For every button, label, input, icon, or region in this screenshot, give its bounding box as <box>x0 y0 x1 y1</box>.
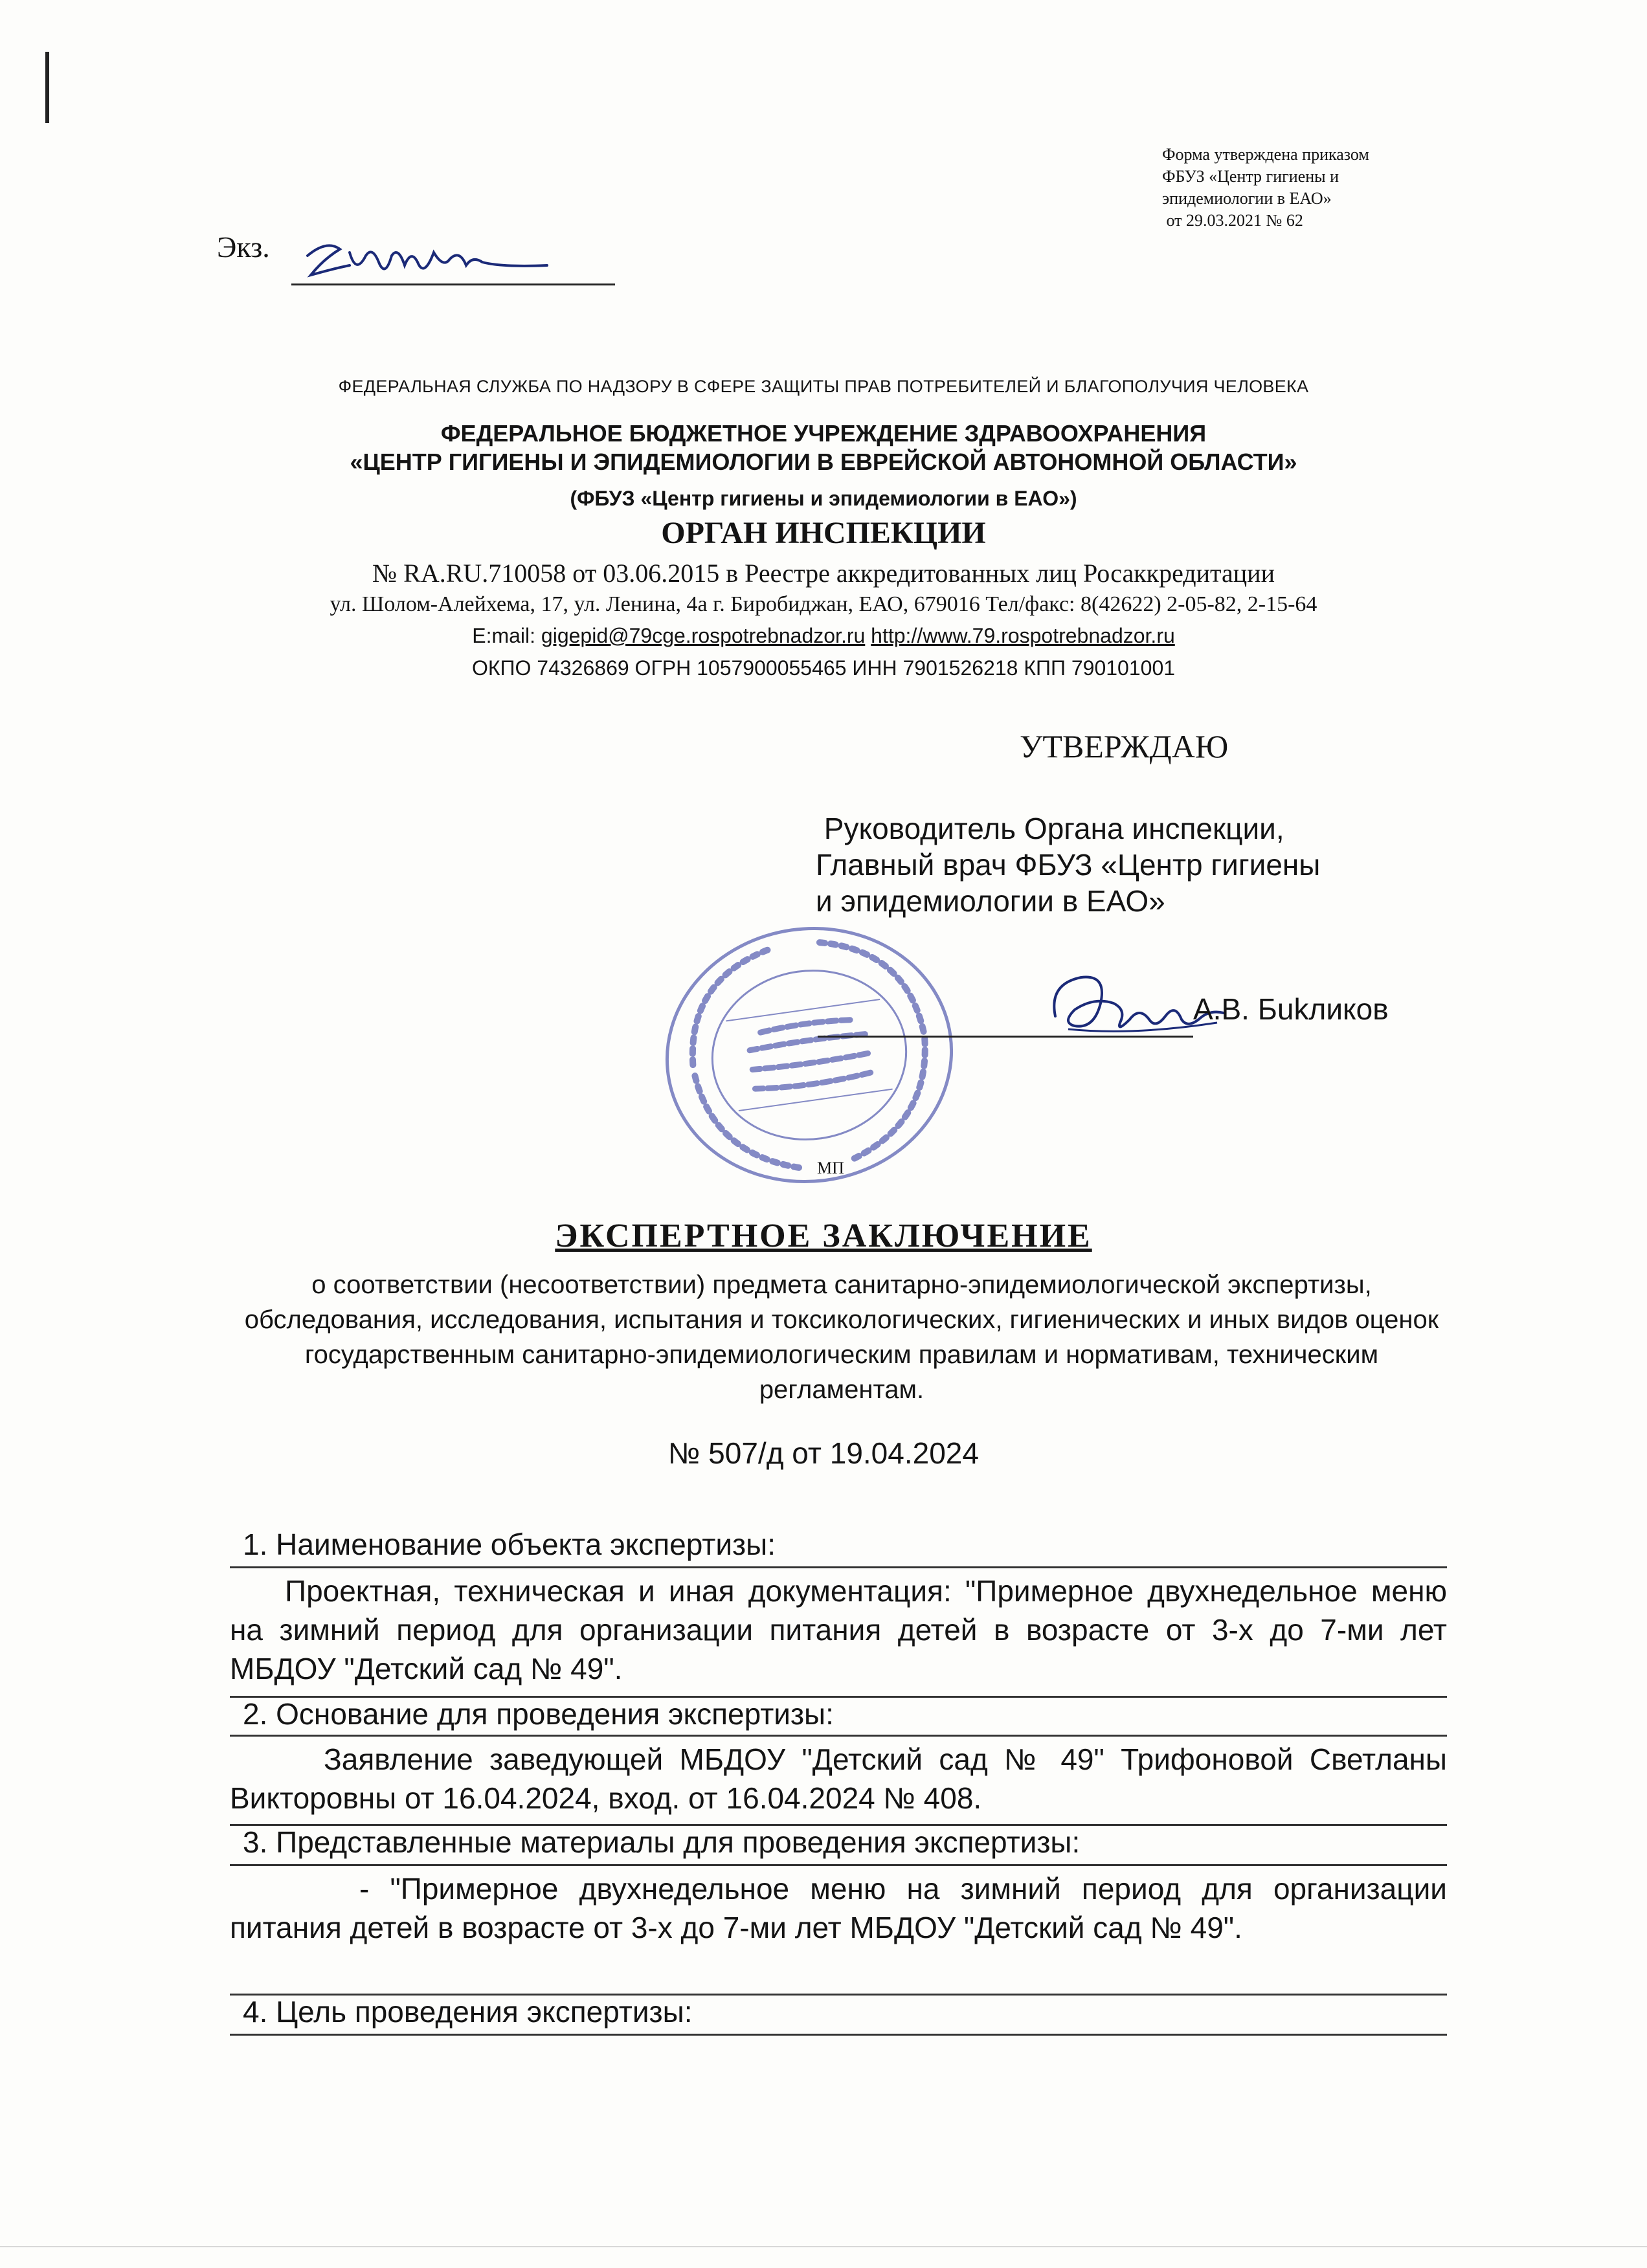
section-1-body: Проектная, техническая и иная документация: "Примерное двухнедельное меню на зимний период для организации питания детей в возрасте от 3-х до 7-ми лет МБДОУ "Детский сад № 49". <box>230 1574 1447 1685</box>
organization-contacts <box>0 624 1647 648</box>
conclusion-number: № 507/д от 19.04.2024 <box>668 1436 979 1470</box>
email-link[interactable]: gigepid@79cge.rospotrebnadzor.ru <box>541 624 866 647</box>
approver-position-line: Руководитель Органа инспекции, <box>816 812 1284 845</box>
approver-position-line: Главный врач ФБУЗ «Центр гигиены <box>816 848 1321 882</box>
conclusion-title: ЭКСПЕРТНОЕ ЗАКЛЮЧЕНИЕ <box>555 1217 1092 1254</box>
approver-position-line: и эпидемиологии в ЕАО» <box>816 884 1165 918</box>
approver-signature-line <box>818 1036 1193 1038</box>
organization-codes: ОКПО 74326869 ОГРН 1057900055465 ИНН 7901526218 КПП 790101001 <box>471 656 1176 680</box>
organization-short-name: (ФБУЗ «Центр гигиены и эпидемиологии в ЕАО») <box>570 487 1077 510</box>
scan-bottom-edge <box>0 2246 1647 2247</box>
organization-name <box>0 419 1647 476</box>
section-divider <box>230 2034 1447 2036</box>
inspection-body-title: ОРГАН ИНСПЕКЦИИ <box>661 516 986 550</box>
organization-address: ул. Шолом-Алейхема, 17, ул. Ленина, 4а г. Биробиджан, ЕАО, 679016 Тел/факс: 8(42622) 2-05-82, 2-15-64 <box>330 592 1317 616</box>
email-label: E:mail: <box>472 624 541 647</box>
conclusion-subtitle: о соответствии (несоответствии) предмета санитарно-эпидемиологической экспертизы, обследования, исследования, испытания и токсикологических, гигиенических и иных видов оценок государственным санитарно-эпидемиологическим правилам и нормативам, техническим регламентам. <box>244 1271 1439 1404</box>
approver-position <box>816 810 1320 919</box>
accreditation-registry: № RA.RU.710058 от 03.06.2015 в Реестре аккредитованных лиц Росаккредитации <box>372 559 1275 588</box>
official-seal <box>654 919 965 1191</box>
organization-name-line: ФЕДЕРАЛЬНОЕ БЮДЖЕТНОЕ УЧРЕЖДЕНИЕ ЗДРАВООХРАНЕНИЯ <box>440 420 1207 447</box>
form-approval-note <box>1162 144 1447 232</box>
form-note-line: Форма утверждена приказом <box>1162 145 1369 164</box>
section-4-heading: 4. Цель проведения экспертизы: <box>243 1995 693 2029</box>
section-2-body: Заявление заведующей МБДОУ "Детский сад № 49" Трифоновой Светланы Викторовны от 16.04.2024, вход. от 16.04.2024 № 408. <box>230 1742 1447 1815</box>
agency-name: ФЕДЕРАЛЬНАЯ СЛУЖБА ПО НАДЗОРУ В СФЕРЕ ЗАЩИТЫ ПРАВ ПОТРЕБИТЕЛЕЙ И БЛАГОПОЛУЧИЯ ЧЕЛОВЕКА <box>338 377 1309 396</box>
form-note-line: от 29.03.2021 № 62 <box>1162 211 1303 230</box>
section-3-body: - "Примерное двухнедельное меню на зимний период для организации питания детей в возрасте от 3-х до 7-ми лет МБДОУ "Детский сад № 49". <box>230 1872 1447 1944</box>
copy-label: Экз. <box>217 230 270 263</box>
seal-placeholder-label: МП <box>817 1159 844 1177</box>
margin-mark <box>45 52 49 123</box>
section-divider <box>230 1566 1447 1568</box>
form-note-line: эпидемиологии в ЕАО» <box>1162 189 1332 208</box>
section-1-heading: 1. Наименование объекта экспертизы: <box>243 1528 776 1561</box>
section-2-heading: 2. Основание для проведения экспертизы: <box>243 1697 834 1731</box>
approval-title: УТВЕРЖДАЮ <box>1020 728 1229 764</box>
website-link[interactable]: http://www.79.rospotrebnadzor.ru <box>871 624 1175 647</box>
section-divider <box>230 1864 1447 1866</box>
approver-name: А.В. Бukликов <box>1193 992 1389 1026</box>
handwritten-signature-copy <box>288 230 560 288</box>
section-3-heading: 3. Представленные материалы для проведения экспертизы: <box>243 1825 1081 1859</box>
organization-name-line: «ЦЕНТР ГИГИЕНЫ И ЭПИДЕМИОЛОГИИ В ЕВРЕЙСКОЙ АВТОНОМНОЙ ОБЛАСТИ» <box>350 449 1297 475</box>
form-note-line: ФБУЗ «Центр гигиены и <box>1162 167 1339 186</box>
section-divider <box>230 1735 1447 1737</box>
